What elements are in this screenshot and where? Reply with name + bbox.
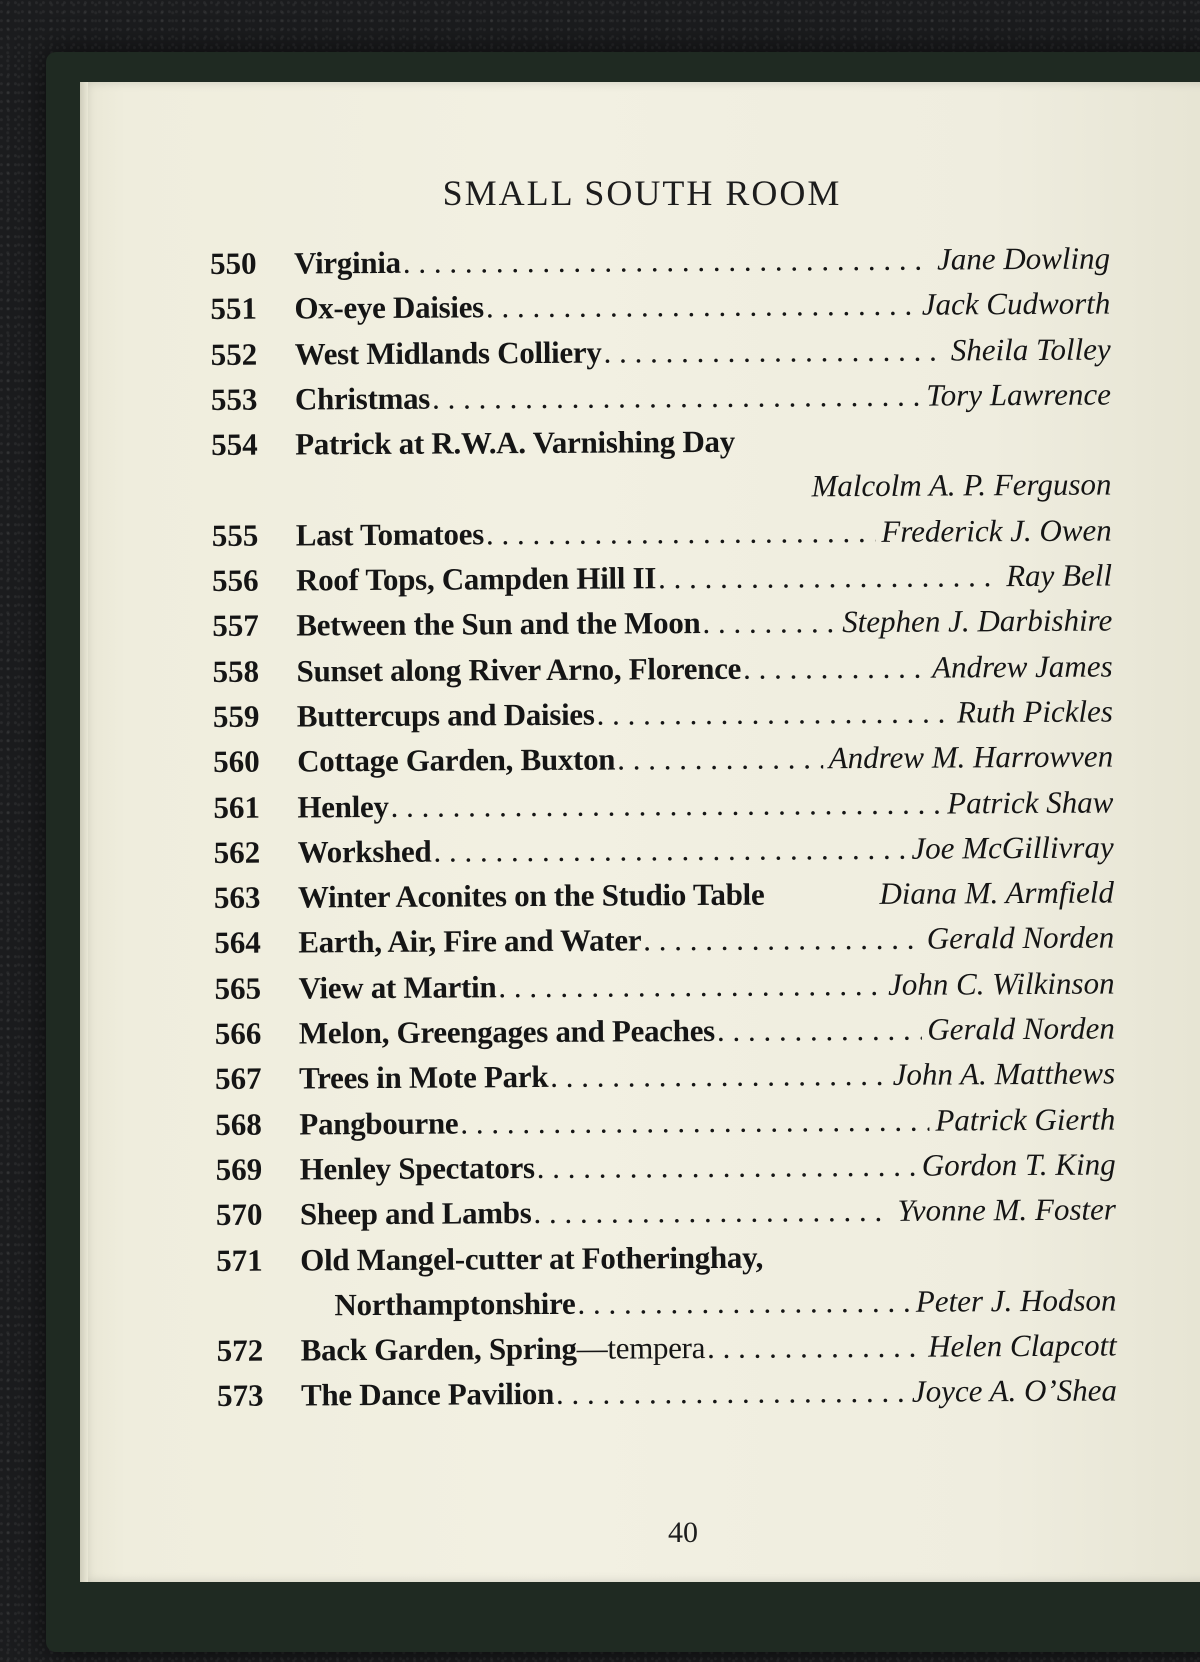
catalogue-entry-564 [214, 920, 1114, 971]
leader-dots [658, 558, 1000, 596]
entry-title: Workshed [297, 833, 432, 870]
entry-title: Roof Tops, Campden Hill II [295, 560, 657, 598]
leader-dots [556, 1374, 906, 1412]
leader-dots [603, 332, 944, 370]
entry-title: Patrick at R.W.A. Varnishing Day [295, 423, 735, 462]
catalogue-entry-555 [212, 512, 1112, 563]
entry-number: 562 [213, 834, 261, 870]
entry-artist: Joyce A. O’Shea [911, 1372, 1118, 1410]
entry-title-text: Back Garden, Spring [300, 1330, 577, 1368]
entry-number: 564 [214, 925, 261, 961]
leader-dots [707, 1329, 922, 1366]
entry-artist: Patrick Gierth [935, 1101, 1116, 1138]
entry-title: The Dance Pavilion [300, 1376, 555, 1413]
entry-artist: Ruth Pickles [956, 693, 1113, 730]
entry-title: Trees in Mote Park [298, 1059, 549, 1096]
entry-artist: Peter J. Hodson [915, 1282, 1117, 1319]
catalogue-entry-552 [211, 331, 1111, 382]
entry-number: 567 [214, 1061, 262, 1097]
leader-dots [486, 287, 916, 326]
entry-number: 561 [213, 789, 261, 825]
leader-dots [486, 514, 876, 552]
entry-artist: Malcolm A. P. Ferguson [811, 466, 1112, 504]
entry-artist: Sheila Tolley [950, 331, 1111, 368]
catalogue-entry-562 [214, 829, 1114, 880]
entry-medium: —tempera [576, 1330, 706, 1366]
leader-dots [617, 741, 823, 778]
entry-artist: Jane Dowling [936, 240, 1111, 277]
entry-title: Between the Sun and the Moon [296, 605, 701, 643]
entry-title: Pangbourne [299, 1105, 459, 1142]
catalogue-entry-565 [214, 965, 1114, 1016]
catalogue-entry-571 [216, 1237, 1116, 1288]
entry-artist: Tory Lawrence [926, 376, 1112, 413]
entry-title [301, 1330, 706, 1368]
catalogue-entry-567 [215, 1056, 1115, 1107]
catalogue-entry-551 [210, 286, 1110, 337]
catalogue-entry-563 [214, 875, 1114, 926]
entry-number: 558 [212, 653, 260, 689]
entry-number: 556 [211, 562, 259, 599]
entry-title: Ox-eye Daisies [294, 289, 485, 326]
entry-title: Sunset along River Arno, Florence [296, 650, 742, 689]
entry-number: 573 [216, 1378, 264, 1414]
catalogue-entry-561 [213, 784, 1113, 835]
entry-artist: Jack Cudworth [921, 285, 1111, 322]
entry-number: 554 [211, 426, 258, 463]
entry-artist: Andrew James [931, 648, 1113, 685]
leader-dots [403, 242, 931, 281]
entry-number: 551 [210, 291, 257, 327]
entry-title: View at Martin [298, 969, 497, 1006]
entry-artist: Andrew M. Harrowven [828, 738, 1114, 776]
entry-title: Old Mangel-cutter at Fotheringhay, [300, 1239, 764, 1277]
entry-title-continuation: Northamptonshire [334, 1285, 576, 1323]
entry-number: 563 [213, 879, 261, 916]
entry-title: Buttercups and Daisies [296, 696, 595, 734]
leader-dots [391, 785, 942, 824]
catalogue-entry-560 [213, 739, 1113, 790]
catalogue-entry-573 [217, 1373, 1117, 1424]
entry-number: 571 [216, 1242, 263, 1278]
leader-dots [498, 967, 882, 1005]
entry-title: Cottage Garden, Buxton [297, 741, 616, 779]
leader-dots [643, 921, 921, 959]
catalogue-entry-554-artist-line [211, 467, 1111, 518]
entry-number: 553 [210, 381, 258, 417]
entry-artist: John A. Matthews [892, 1055, 1116, 1093]
entry-title: West Midlands Colliery [294, 334, 602, 372]
entry-artist: Yvonne M. Foster [897, 1191, 1117, 1229]
entry-number: 555 [211, 517, 259, 553]
entry-number: 560 [213, 743, 260, 780]
entry-artist: Joe McGillivray [911, 829, 1114, 866]
entry-artist: John C. Wilkinson [887, 965, 1115, 1002]
leader-dots [433, 831, 905, 870]
entry-number: 569 [215, 1151, 263, 1187]
leader-dots [596, 694, 951, 732]
entry-artist: Frederick J. Owen [881, 512, 1112, 549]
catalogue-entry-569 [216, 1146, 1116, 1197]
entry-title: Henley [297, 788, 389, 825]
catalogue-entry-557 [212, 603, 1112, 654]
entry-artist: Patrick Shaw [947, 784, 1114, 821]
entry-title: Henley Spectators [299, 1149, 535, 1187]
catalogue-entry-559 [213, 693, 1113, 744]
leader-dots [550, 1057, 887, 1095]
catalogue-entry-558 [212, 648, 1112, 699]
catalogue-entry-568 [215, 1101, 1115, 1152]
entry-title: Winter Aconites on the Studio Table [297, 876, 765, 915]
entry-title: Sheep and Lambs [299, 1195, 532, 1232]
leader-dots [577, 1284, 910, 1322]
entry-number: 557 [212, 608, 259, 644]
catalogue-entry-572 [217, 1328, 1117, 1379]
leader-dots [533, 1193, 891, 1231]
room-heading: SMALL SOUTH ROOM [442, 173, 842, 213]
entry-artist: Stephen J. Darbishire [842, 602, 1113, 640]
page-gutter [80, 82, 88, 1582]
catalogue-entry-571-continuation [216, 1282, 1116, 1333]
entry-artist: Helen Clapcott [928, 1327, 1117, 1364]
entry-artist: Gerald Norden [927, 1010, 1115, 1047]
entry-number: 572 [216, 1332, 264, 1369]
catalogue-entry-553 [211, 376, 1111, 427]
entry-artist: Gordon T. King [921, 1146, 1116, 1183]
catalogue-entry-556 [212, 558, 1112, 609]
leader-dots [717, 1012, 922, 1049]
entry-number: 565 [214, 970, 262, 1006]
entry-title: Melon, Greengages and Peaches [298, 1012, 715, 1051]
entry-number: 552 [210, 336, 258, 372]
catalogue-entries [210, 241, 1117, 1424]
entry-title: Virginia [293, 244, 401, 281]
page-number: 40 [668, 1516, 698, 1549]
entry-number: 568 [215, 1106, 262, 1142]
catalogue-entry-550 [210, 241, 1110, 292]
entry-artist: Gerald Norden [926, 919, 1115, 957]
leader-dots [432, 378, 921, 417]
entry-title: Last Tomatoes [295, 516, 485, 553]
catalogue-entry-566 [215, 1011, 1115, 1062]
entry-number: 566 [214, 1015, 262, 1052]
entry-number: 550 [210, 245, 257, 281]
entry-number: 559 [212, 698, 260, 734]
entry-title: Christmas [294, 380, 431, 417]
entry-artist: Diana M. Armfield [879, 874, 1115, 912]
leader-dots [460, 1102, 929, 1141]
entry-number: 570 [215, 1196, 263, 1233]
catalogue-entry-554 [211, 422, 1111, 473]
leader-dots [702, 605, 836, 642]
entry-title: Earth, Air, Fire and Water [298, 922, 642, 960]
catalogue-entry-570 [216, 1192, 1116, 1243]
leader-dots [537, 1148, 916, 1186]
entry-artist: Ray Bell [1006, 557, 1113, 594]
leader-dots [743, 649, 926, 686]
